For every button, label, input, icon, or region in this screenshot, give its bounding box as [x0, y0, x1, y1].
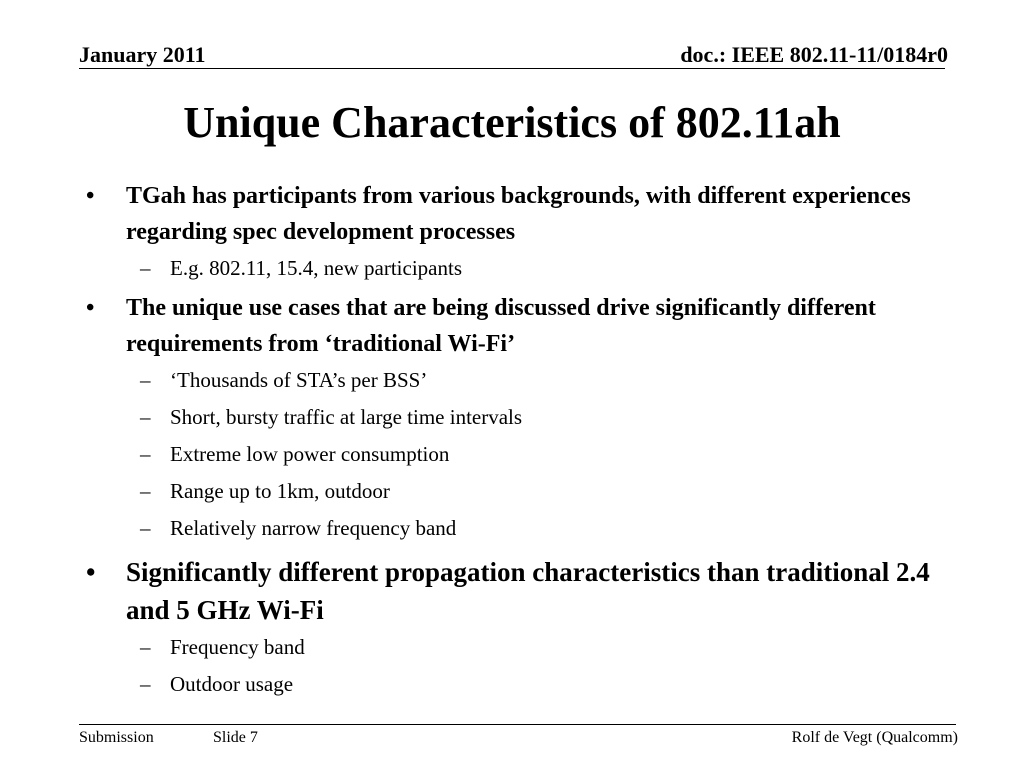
footer-author: Rolf de Vegt (Qualcomm) [791, 729, 958, 746]
footer-divider [79, 724, 956, 725]
sub-bullet-text: Frequency band [170, 635, 305, 659]
sub-bullet-item [86, 399, 946, 436]
sub-bullet-item [86, 473, 946, 510]
sub-bullet-text: Extreme low power consumption [170, 442, 450, 466]
footer-submission: Submission [79, 729, 154, 746]
bullet-marker: • [86, 295, 95, 321]
header-divider [79, 68, 945, 69]
sub-bullet-item [86, 362, 946, 399]
footer-slide-number: Slide 7 [213, 729, 258, 746]
sub-bullet-item [86, 629, 946, 666]
sub-bullet-item [86, 250, 946, 287]
sub-bullet-marker: – [140, 479, 151, 503]
sub-bullet-item [86, 666, 946, 703]
sub-bullet-marker: – [140, 256, 151, 280]
slide-body [86, 175, 946, 703]
sub-bullet-item [86, 436, 946, 473]
sub-bullet-text: Range up to 1km, outdoor [170, 479, 390, 503]
sub-bullet-marker: – [140, 635, 151, 659]
header-date: January 2011 [79, 42, 206, 67]
sub-bullet-marker: – [140, 405, 151, 429]
bullet-text: Significantly different propagation characteristics than traditional 2.4 and 5 GHz Wi-Fi [126, 557, 930, 625]
sub-bullet-marker: – [140, 368, 151, 392]
header-doc-id: doc.: IEEE 802.11-11/0184r0 [680, 42, 948, 67]
bullet-item [86, 178, 946, 250]
sub-bullet-text: Relatively narrow frequency band [170, 516, 457, 540]
slide-title: Unique Characteristics of 802.11ah [183, 98, 841, 147]
sub-bullet-item [86, 510, 946, 547]
sub-bullet-marker: – [140, 442, 151, 466]
sub-bullet-text: ‘Thousands of STA’s per BSS’ [170, 368, 428, 392]
sub-bullet-text: Outdoor usage [170, 672, 294, 696]
bullet-text: TGah has participants from various backgrounds, with different experiences regarding spec development processes [126, 183, 911, 245]
bullet-marker: • [86, 557, 96, 587]
sub-bullet-marker: – [140, 516, 151, 540]
sub-bullet-text: E.g. 802.11, 15.4, new participants [170, 256, 463, 280]
sub-bullet-text: Short, bursty traffic at large time intervals [170, 405, 523, 429]
bullet-item [86, 553, 946, 629]
bullet-item [86, 290, 946, 362]
bullet-marker: • [86, 183, 95, 209]
bullet-text: The unique use cases that are being discussed drive significantly different requirements from ‘traditional Wi-Fi’ [126, 295, 876, 357]
sub-bullet-marker: – [140, 672, 151, 696]
